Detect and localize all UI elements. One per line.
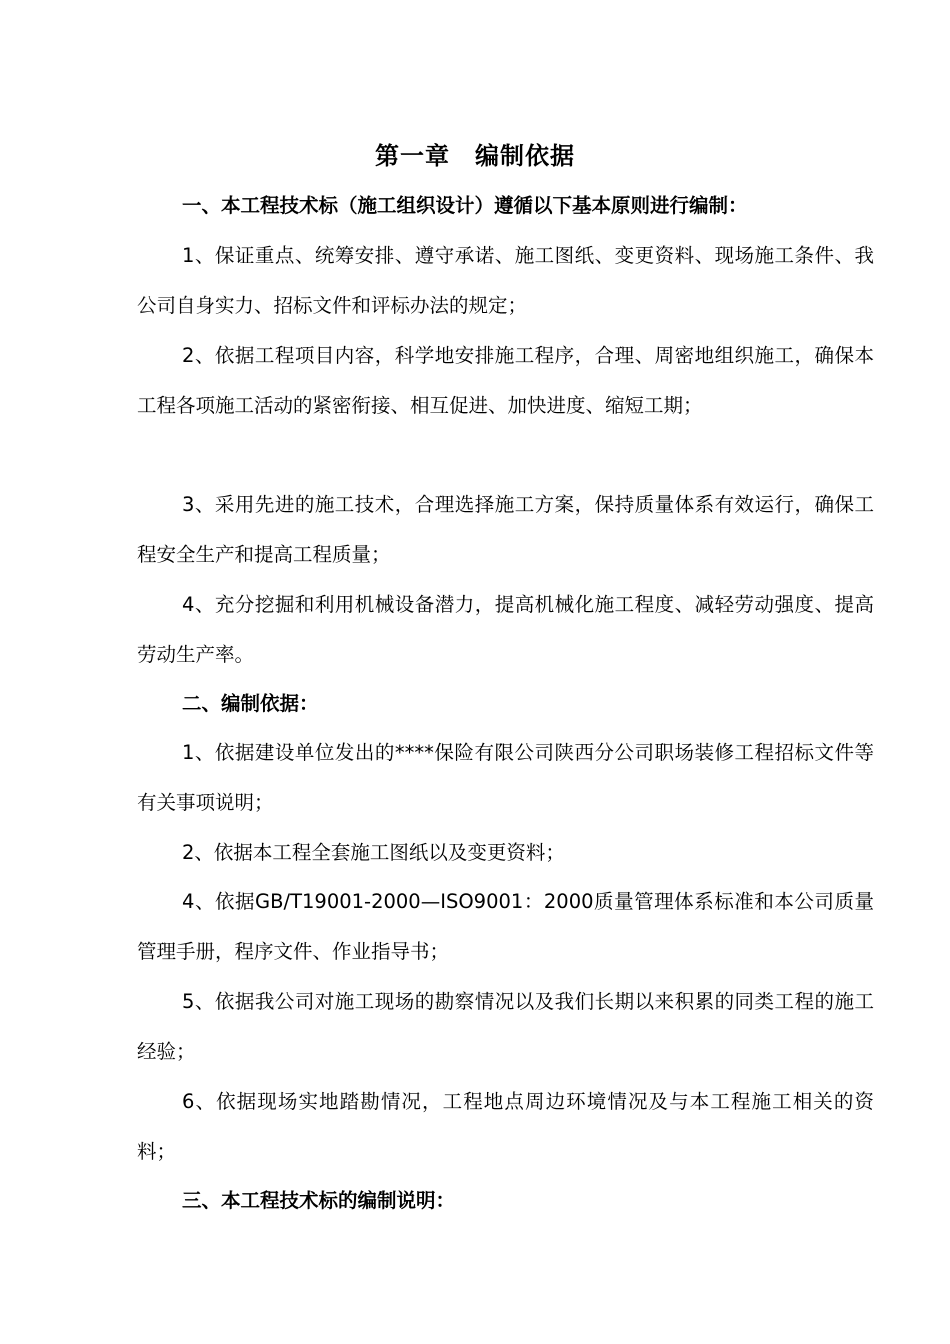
- paragraph-1-1: 1、保证重点、统筹安排、遵守承诺、施工图纸、变更资料、现场施工条件、我公司自身实力、招标文件和评标办法的规定；: [137, 244, 874, 317]
- section-heading-2: 二、编制依据：: [182, 692, 319, 715]
- chapter-title: 第一章 编制依据: [375, 142, 575, 170]
- paragraph-2-5: 6、依据现场实地踏勘情况，工程地点周边环境情况及与本工程施工相关的资料；: [137, 1090, 874, 1163]
- paragraph-1-4: 4、充分挖掘和利用机械设备潜力，提高机械化施工程度、减轻劳动强度、提高劳动生产率。: [137, 593, 874, 666]
- paragraph-2-1: 1、依据建设单位发出的****保险有限公司陕西分公司职场装修工程招标文件等有关事项说明；: [137, 741, 874, 814]
- section-heading-3: 三、本工程技术标的编制说明：: [182, 1189, 456, 1212]
- paragraph-1-2: 2、依据工程项目内容，科学地安排施工程序，合理、周密地组织施工，确保本工程各项施工活动的紧密衔接、相互促进、加快进度、缩短工期；: [137, 344, 874, 417]
- paragraph-2-2: 2、依据本工程全套施工图纸以及变更资料；: [182, 841, 565, 864]
- section-heading-1: 一、本工程技术标（施工组织设计）遵循以下基本原则进行编制：: [182, 194, 748, 217]
- paragraph-1-3: 3、采用先进的施工技术，合理选择施工方案，保持质量体系有效运行，确保工程安全生产和提高工程质量；: [137, 493, 874, 566]
- paragraph-2-3: 4、依据GB/T19001-2000—ISO9001：2000质量管理体系标准和本公司质量管理手册，程序文件、作业指导书；: [137, 890, 874, 963]
- paragraph-2-4: 5、依据我公司对施工现场的勘察情况以及我们长期以来积累的同类工程的施工经验；: [137, 990, 874, 1063]
